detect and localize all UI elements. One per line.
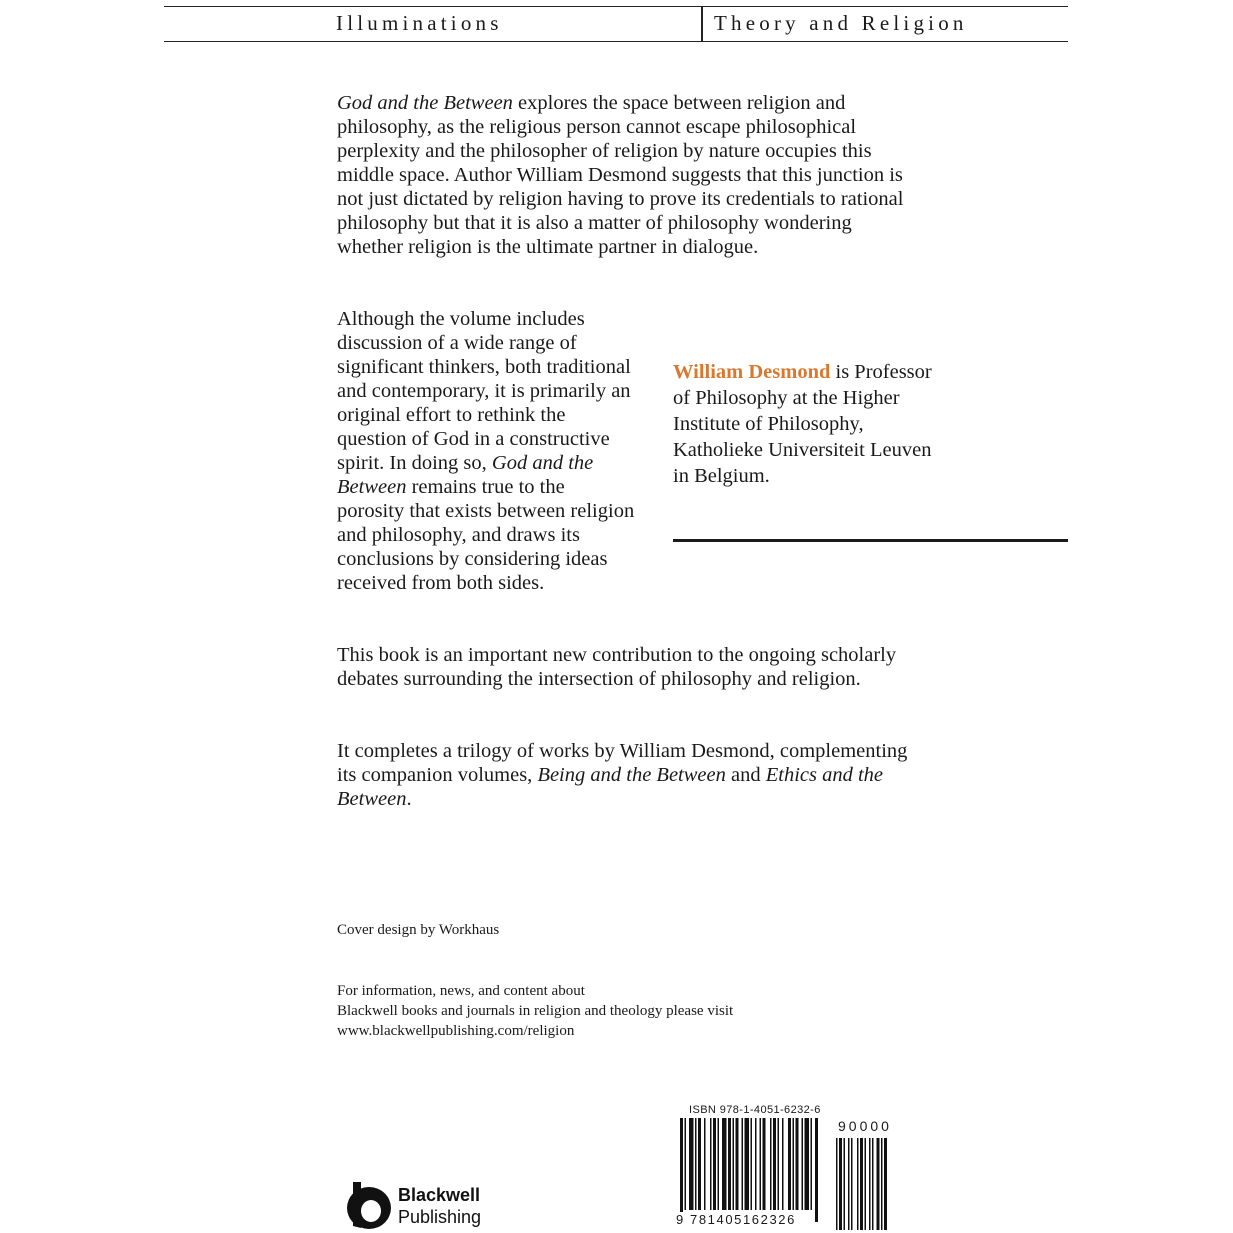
paragraph-text: It completes a trilogy of works by William Desmond, complementing its companion volumes, [337, 740, 908, 786]
publisher-info [337, 981, 817, 1041]
author-divider [673, 539, 1068, 542]
description-paragraph-2 [337, 307, 637, 595]
info-line: Blackwell books and journals in religion and theology please visit [337, 1003, 734, 1019]
book-title-italic: God and the Between [337, 92, 513, 114]
isbn-label: ISBN 978-1-4051-6232-6 [689, 1104, 821, 1116]
info-line: For information, news, and content about [337, 983, 585, 999]
paragraph-text: and [725, 764, 766, 786]
info-url[interactable]: www.blackwellpublishing.com/religion [337, 1023, 575, 1039]
paragraph-text: remains true to the porosity that exists between religion and philosophy, and draws its conclusions by considering ideas received from both sides. [337, 476, 635, 594]
barcode-lead-digit: 9 [676, 1212, 685, 1227]
series-header [164, 6, 1068, 42]
cover-credit: Cover design by Workhaus [337, 922, 500, 938]
series-subtitle: Theory and Religion [714, 11, 968, 35]
barcode-addon-digits: 90000 [838, 1118, 892, 1134]
book-title-italic: Being and the Between [537, 764, 726, 786]
description-paragraph-4 [337, 739, 917, 811]
barcode-digits: 781405162326 [690, 1212, 796, 1227]
paragraph-text: This book is an important new contribution to the ongoing scholarly debates surrounding the intersection of philosophy and religion. [337, 644, 897, 690]
author-name: William Desmond [673, 361, 831, 383]
blackwell-logo-icon [339, 1180, 399, 1232]
paragraph-text: . [406, 788, 412, 810]
publisher-name-sub: Publishing [398, 1207, 482, 1227]
book-title-italic: Ethics and the Between [337, 764, 884, 810]
author-bio [673, 359, 933, 489]
description-paragraph-1 [337, 91, 907, 259]
publisher-name: Blackwell [398, 1185, 481, 1205]
book-title-italic: God and the Between [337, 452, 594, 498]
series-divider [701, 7, 703, 41]
paragraph-text: explores the space between religion and philosophy, as the religious person cannot escape philosophical perplexity and the philosopher of religion by nature occupies this middle space. Author William Desmond suggests that this junction is not just dictated by religion having to prove its credentials to rational philosophy but that it is also a matter of philosophy wondering whether religion is the ultimate partner in dialogue. [337, 92, 904, 258]
paragraph-text: Although the volume includes discussion of a wide range of significant thinkers, both traditional and contemporary, it is primarily an original effort to rethink the question of God in a constructive spirit. In doing so, [337, 308, 631, 474]
description-paragraph-3 [337, 643, 907, 691]
series-title: Illuminations [336, 11, 503, 35]
author-bio-text: is Professor of Philosophy at the Higher Institute of Philosophy, Katholieke Universiteit Leuven in Belgium. [673, 361, 932, 487]
publisher-wordmark [398, 1184, 481, 1228]
